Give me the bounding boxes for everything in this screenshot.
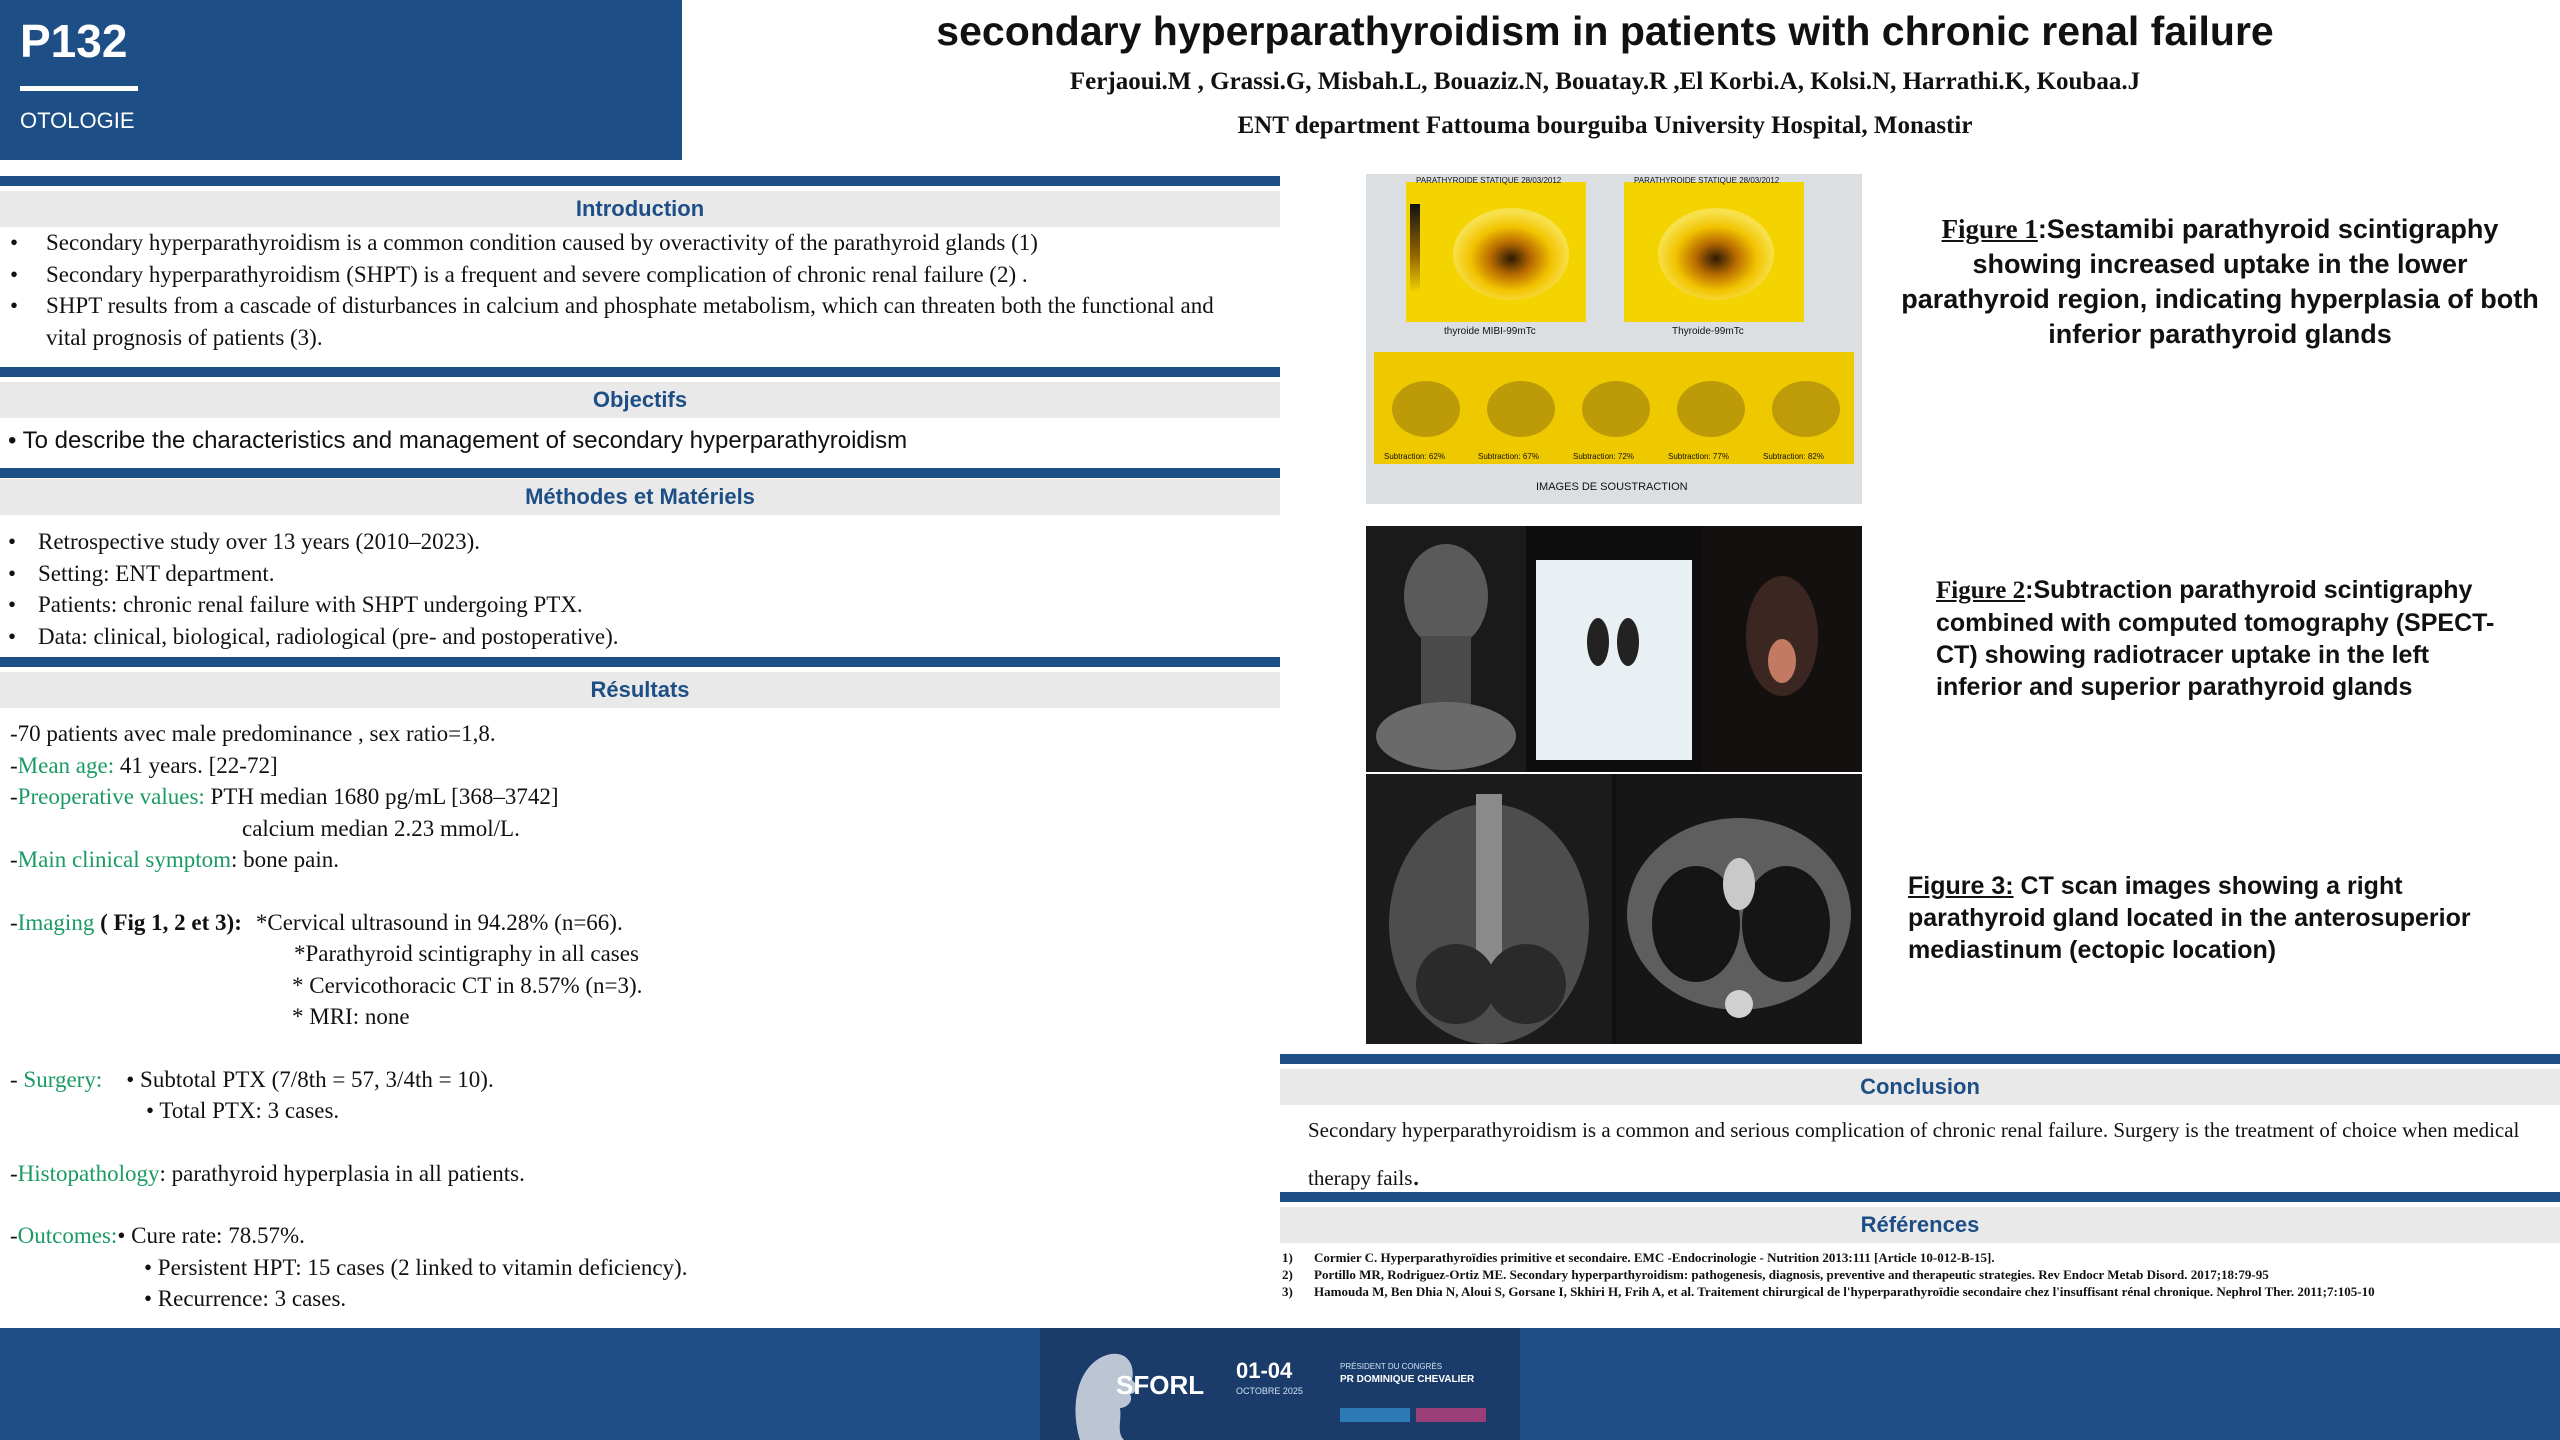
fig1-top-right-label: PARATHYROIDE STATIQUE 28/03/2012	[1634, 176, 1780, 185]
poster-code: P132	[20, 15, 128, 67]
imaging-item-2: *Parathyroid scintigraphy in all cases	[294, 941, 639, 966]
results-symptom: -Main clinical symptom: bone pain.	[10, 847, 339, 872]
results-patients: -70 patients avec male predominance , sex ratio=1,8.	[10, 721, 496, 746]
authors-line: Ferjaoui.M , Grassi.G, Misbah.L, Bouaziz.N, Bouatay.R ,El Korbi.A, Kolsi.N, Harrathi.K, Koubaa.J	[1069, 68, 2141, 95]
figure-1-image	[1366, 174, 1862, 504]
imaging-ref: ( Fig 1, 2 et 3):	[94, 909, 242, 935]
results-heading: Résultats	[0, 672, 1280, 708]
fig1-right-label: Thyroide-99mTc	[1672, 326, 1744, 337]
figure-2-caption-text: :Subtraction parathyroid scintigraphy combined with computed tomography (SPECT-CT) showing radiotracer uptake in the left inferior and superior parathyroid glands	[1936, 576, 2495, 701]
methods-list	[4, 526, 1264, 652]
symptom-value: : bone pain.	[231, 847, 339, 872]
figure-2-caption	[1936, 574, 2496, 703]
preop-calcium: calcium median 2.23 mmol/L.	[242, 815, 520, 841]
methods-bullet-2: Setting: ENT department.	[38, 560, 275, 586]
poster-title: secondary hyperparathyroidism in patients with chronic renal failure	[936, 8, 2274, 54]
references-list	[1282, 1249, 2522, 1300]
figure-3-caption-text: CT scan images showing a right parathyroid gland located in the anterosuperior mediastinum (ectopic location)	[1908, 872, 2471, 964]
fig1-sub-1: Subtraction: 62%	[1384, 452, 1445, 461]
list-item: • Secondary hyperparathyroidism (SHPT) is a frequent and severe complication of chronic renal failure (2) .	[10, 261, 1028, 287]
results-histo: -Histopathology: parathyroid hyperplasia in all patients.	[10, 1160, 525, 1186]
references-heading: Références	[1280, 1207, 2560, 1243]
reference-text: Portillo MR, Rodriguez-Ortiz ME. Secondary hyperparthyroidism: pathogenesis, diagnosis, preventive and therapeutic strategies. Rev Endocr Metab Disord. 2017;18:79-95	[1314, 1267, 2269, 1282]
outcomes-item-3: • Recurrence: 3 cases.	[144, 1286, 347, 1311]
section-bar	[1280, 1054, 2560, 1064]
figure-2-image	[1366, 526, 1862, 772]
methods-bullet-4: Data: clinical, biological, radiological (pre- and postoperative).	[38, 623, 619, 649]
outcomes-label: Outcomes:	[17, 1223, 118, 1248]
introduction-heading: Introduction	[0, 191, 1280, 227]
histo-value: : parathyroid hyperplasia in all patients.	[159, 1160, 525, 1186]
imaging-item-3: * Cervicothoracic CT in 8.57% (n=3).	[292, 972, 643, 998]
badge-divider	[20, 86, 138, 91]
congress-banner	[1040, 1328, 1520, 1440]
section-bar	[0, 468, 1280, 478]
results-age: -Mean age: 41 years. [22-72]	[10, 752, 278, 778]
section-bar	[0, 176, 1280, 186]
surgery-item-2: • Total PTX: 3 cases.	[146, 1098, 340, 1123]
methods-bullet-1: Retrospective study over 13 years (2010–2023).	[38, 529, 481, 554]
reference-text: Hamouda M, Ben Dhia N, Aloui S, Gorsane I, Skhiri H, Frih A, et al. Traitement chirurgical de l'hyperparathyroïdie secondaire chez l'insuffisant rénal chronique. Nephrol Ther. 2011;7:105-10	[1314, 1284, 2375, 1299]
fig1-sub-4: Subtraction: 77%	[1668, 452, 1729, 461]
list-item: • SHPT results from a cascade of disturbances in calcium and phosphate metabolism, which can threaten both the functional and vital prognosis of patients (3).	[10, 293, 1214, 350]
introduction-list	[6, 227, 1256, 353]
surgery-item-1: • Subtotal PTX (7/8th = 57, 3/4th = 10).	[126, 1066, 494, 1092]
outcomes-item-2: • Persistent HPT: 15 cases (2 linked to vitamin deficiency).	[144, 1254, 688, 1280]
fig1-sub-3: Subtraction: 72%	[1573, 452, 1634, 461]
section-bar	[0, 367, 1280, 377]
congress-dates: 01-04	[1236, 1358, 1293, 1383]
imaging-label: Imaging	[17, 909, 95, 935]
list-item: • Setting: ENT department.	[8, 560, 275, 586]
objectives-text: • To describe the characteristics and management of secondary hyperparathyroidism	[8, 427, 908, 454]
figure-2-label: Figure 2	[1936, 577, 2026, 604]
president-title: PRÉSIDENT DU CONGRÈS	[1340, 1362, 1443, 1371]
results-imaging: -Imaging ( Fig 1, 2 et 3): *Cervical ultrasound in 94.28% (n=66).	[10, 909, 623, 935]
list-item: • Patients: chronic renal failure with SHPT undergoing PTX.	[8, 592, 583, 617]
fig1-top-left-label: PARATHYROIDE STATIQUE 28/03/2012	[1416, 176, 1562, 185]
results-preop: -Preoperative values: PTH median 1680 pg/mL [368–3742]	[10, 784, 559, 809]
results-body	[10, 718, 1270, 1315]
results-surgery: - Surgery: • Subtotal PTX (7/8th = 57, 3/4th = 10).	[10, 1066, 494, 1092]
age-label: Mean age:	[17, 752, 115, 778]
imaging-item-4: * MRI: none	[292, 1004, 410, 1029]
poster-badge	[0, 0, 682, 160]
surgery-label: Surgery:	[23, 1066, 103, 1092]
conclusion-text	[1308, 1108, 2538, 1201]
figure-1-label: Figure 1	[1941, 214, 2038, 244]
preop-label: Preoperative values:	[17, 784, 205, 809]
poster-specialty: OTOLOGIE	[20, 108, 135, 133]
preop-pth: PTH median 1680 pg/mL [368–3742]	[204, 784, 559, 809]
list-item: • Data: clinical, biological, radiological (pre- and postoperative).	[8, 623, 619, 649]
reference-number: 2)	[1282, 1267, 1293, 1282]
list-item: • Secondary hyperparathyroidism is a common condition caused by overactivity of the parathyroid glands (1)	[10, 230, 1038, 255]
figure-1-caption	[1896, 212, 2544, 352]
affiliation-line: ENT department Fattouma bourguiba University Hospital, Monastir	[1237, 112, 1973, 139]
reference-item	[1282, 1283, 2522, 1300]
figure-3-label: Figure 3:	[1908, 872, 2014, 900]
reference-text: Cormier C. Hyperparathyroïdies primitive et secondaire. EMC -Endocrinologie - Nutrition 2013:111 [Article 10-012-B-15].	[1314, 1250, 1995, 1265]
outcomes-item-1: • Cure rate: 78.57%.	[117, 1223, 305, 1248]
objectives-heading: Objectifs	[0, 382, 1280, 418]
conclusion-period: .	[1412, 1159, 1420, 1192]
congress-month: OCTOBRE 2025	[1236, 1386, 1303, 1396]
president-name: PR DOMINIQUE CHEVALIER	[1340, 1374, 1475, 1385]
section-bar	[1280, 1192, 2560, 1202]
conclusion-heading: Conclusion	[1280, 1069, 2560, 1105]
reference-number: 1)	[1282, 1250, 1293, 1265]
reference-number: 3)	[1282, 1284, 1293, 1299]
methods-bullet-3: Patients: chronic renal failure with SHPT undergoing PTX.	[38, 592, 583, 617]
list-item: • Retrospective study over 13 years (2010–2023).	[8, 529, 481, 554]
histo-label: Histopathology	[17, 1160, 160, 1186]
intro-bullet-1: Secondary hyperparathyroidism is a common condition caused by overactivity of the parathyroid glands (1)	[46, 230, 1038, 255]
intro-bullet-2: Secondary hyperparathyroidism (SHPT) is a frequent and severe complication of chronic renal failure (2) .	[46, 261, 1028, 287]
symptom-label: Main clinical symptom	[17, 847, 232, 872]
imaging-item-1: *Cervical ultrasound in 94.28% (n=66).	[255, 909, 623, 935]
fig1-sub-2: Subtraction: 67%	[1478, 452, 1539, 461]
methods-heading: Méthodes et Matériels	[0, 479, 1280, 515]
intro-bullet-3: SHPT results from a cascade of disturbances in calcium and phosphate metabolism, which can threaten both the functional and vital prognosis of patients (3).	[46, 293, 1214, 350]
conclusion-body: Secondary hyperparathyroidism is a common and serious complication of chronic renal failure. Surgery is the treatment of choice when medical therapy fails	[1308, 1118, 2520, 1190]
fig1-sub-5: Subtraction: 82%	[1763, 452, 1824, 461]
section-bar	[0, 657, 1280, 667]
figure-1-caption-text: :Sestamibi parathyroid scintigraphy showing increased uptake in the lower parathyroid region, indicating hyperplasia of both inferior parathyroid glands	[1901, 214, 2539, 349]
reference-item	[1282, 1249, 2522, 1266]
results-outcomes: -Outcomes:• Cure rate: 78.57%.	[10, 1223, 305, 1248]
figure-3-image	[1366, 774, 1862, 1044]
reference-item	[1282, 1266, 2522, 1283]
fig1-left-label: thyroide MIBI-99mTc	[1444, 326, 1536, 337]
fig1-footer-label: IMAGES DE SOUSTRACTION	[1536, 481, 1688, 493]
congress-logo: SFORL	[1116, 1370, 1205, 1400]
age-value: 41 years. [22-72]	[114, 752, 278, 778]
figure-3-caption	[1908, 870, 2528, 966]
